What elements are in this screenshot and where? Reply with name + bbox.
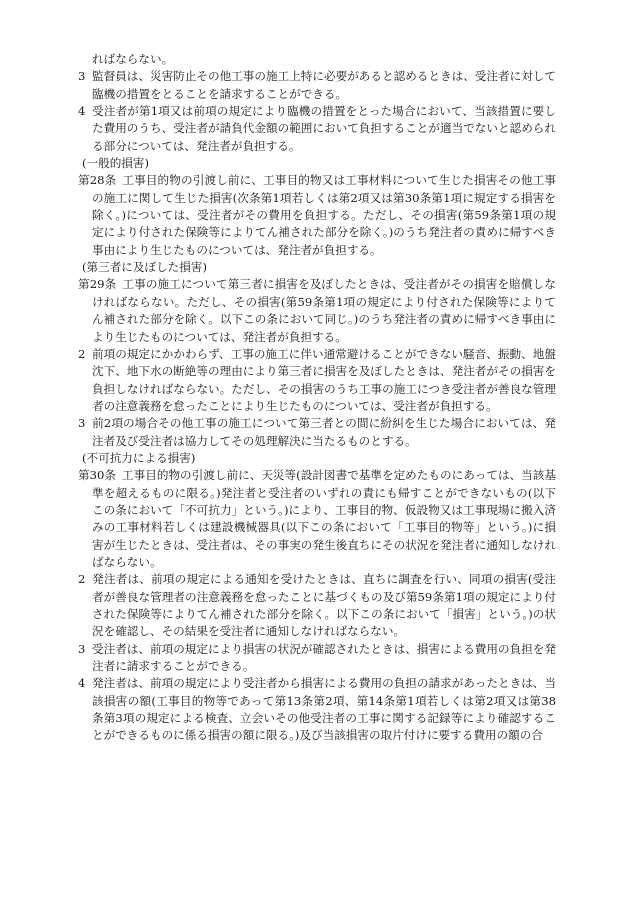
clause-item [78, 68, 556, 103]
clause-text: 監督員は、災害防止その他工事の施工上特に必要があると認めるときは、受注者に対して臨機の措置をとることを請求することができる。 [92, 69, 556, 101]
article [78, 172, 556, 259]
clause-item [78, 103, 556, 155]
article-text: 工事の施工について第三者に損害を及ぼしたときは、受注者がその損害を賠償しなければならない。ただし、その損害(第59条第1項の規定により付された保険等によりてん補された部分を除く。以下この条において同じ。)のうち発注者の責めに帰すべき事由により生じたものについては、発注者が負担する。 [92, 277, 556, 344]
clause-number: 4 [78, 104, 86, 119]
article-number: 第28条 [78, 173, 117, 188]
clause-number: 3 [78, 641, 86, 656]
article-number: 第30条 [78, 468, 116, 483]
clause-text: 前2項の場合その他工事の施工について第三者との間に紛糾を生じた場合においては、発注者及び受注者は協力してその処理解決に当たるものとする。 [92, 416, 556, 448]
article-text: 工事目的物の引渡し前に、天災等(設計図書で基準を定めたものにあっては、当該基準を超えるものに限る。)発注者と受注者のいずれの責にも帰すことができないもの(以下この条において「不可抗力」という。)により、工事目的物、仮設物又は工事現場に搬入済みの工事材料若しくは建設機械器具(以下この条において「工事目的物等」という。)に損害が生じたときは、受注者は、その事実の発生後直ちにその状況を発注者に通知しなければならない。 [92, 468, 556, 569]
clause-text: 発注者は、前項の規定による通知を受けたときは、直ちに調査を行い、同項の損害(受注者が善良な管理者の注意義務を怠ったことに基づくもの及び第59条第1項の規定により付された保険等によりてん補された部分を除く。以下この条において「損害」という。)の状況を確認し、その結果を受注者に通知しなければならない。 [92, 572, 556, 639]
clause-item [78, 346, 556, 415]
document-body [78, 51, 556, 745]
clause-text: 受注者は、前項の規定により損害の状況が確認されたときは、損害による費用の負担を発注者に請求することができる。 [92, 641, 556, 674]
clause-text: 発注者は、前項の規定により受注者から損害による費用の負担の請求があったときは、当該損害の額(工事目的物等であって第13条第2項、第14条第1項若しくは第2項又は第38条第3項の規定による検査、立会いその他受注者の工事に関する記録等により確認することができるものに係る損害の額に限る。)及び当該損害の取片付けに要する費用の額の合 [92, 676, 556, 743]
clause-number: 2 [78, 346, 86, 361]
clause-item [78, 571, 556, 640]
clause-number: 2 [78, 572, 86, 587]
clause-item [78, 415, 556, 450]
clause-number: 4 [78, 676, 86, 691]
clause-text: 前項の規定にかかわらず、工事の施工に伴い通常避けることができない騒音、振動、地盤沈下、地下水の断絶等の理由により第三者に損害を及ぼしたときは、発注者がその損害を負担しなければならない。ただし、その損害のうち工事の施工につき受注者が善良な管理者の注意義務を怠ったことにより生じたものについては、受注者が負担する。 [92, 346, 556, 413]
article [78, 467, 556, 571]
article [78, 276, 556, 345]
paragraph-text: ればならない。 [92, 52, 174, 66]
article-number: 第29条 [78, 277, 117, 292]
article-caption: (第三者に及ぼした損害) [82, 260, 207, 275]
paragraph-continuation [78, 51, 556, 68]
clause-item [78, 641, 556, 676]
article-text: 工事目的物の引渡し前に、工事目的物又は工事材料について生じた損害その他工事の施工に関して生じた損害(次条第1項若しくは第2項又は第30条第1項に規定する損害を除く。)については、受注者がその費用を負担する。ただし、その損害(第59条第1項の規定により付された保険等によりてん補された部分を除く。)のうち発注者の責めに帰すべき事由により生じたものについては、発注者が負担する。 [92, 173, 556, 257]
article-caption: (一般的損害) [82, 156, 150, 171]
article-caption: (不可抗力による損害) [82, 450, 196, 465]
clause-item [78, 675, 556, 744]
clause-number: 3 [78, 416, 86, 431]
clause-text: 受注者が第1項又は前項の規定により臨機の措置をとった場合において、当該措置に要した費用のうち、受注者が請負代金額の範囲において負担することが適当でないと認められる部分については、発注者が負担する。 [92, 104, 556, 153]
clause-number: 3 [78, 69, 86, 84]
